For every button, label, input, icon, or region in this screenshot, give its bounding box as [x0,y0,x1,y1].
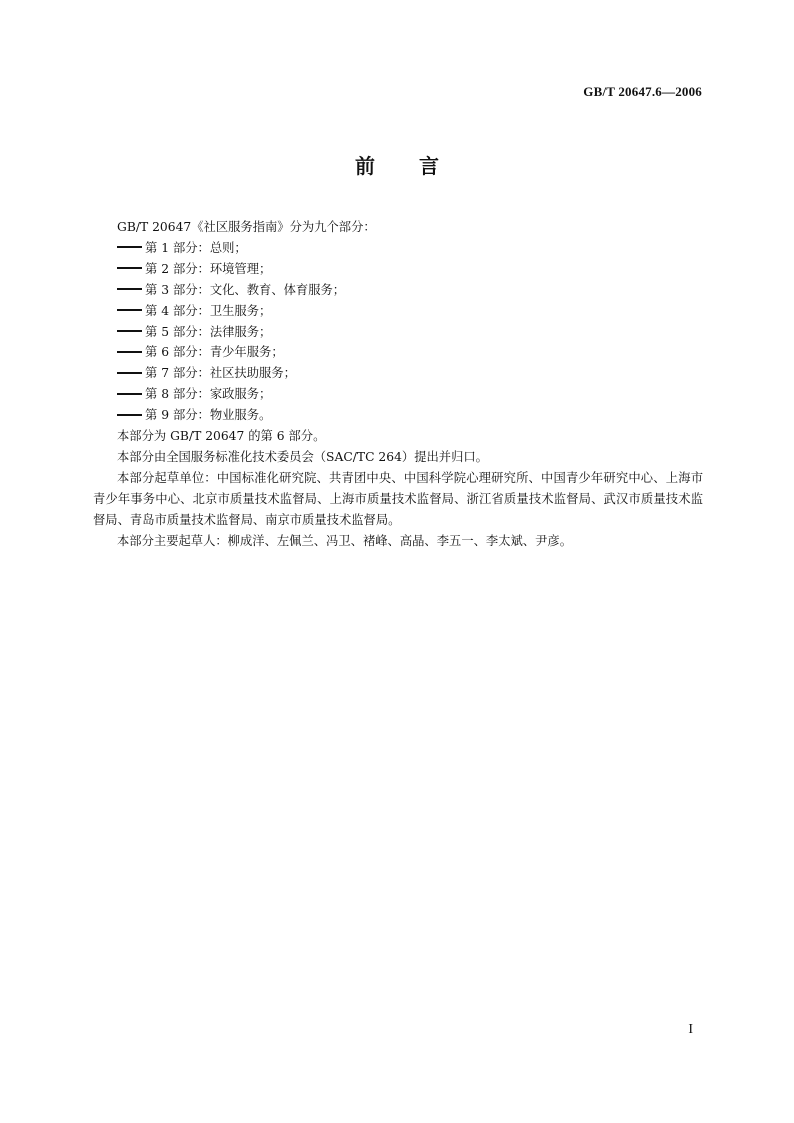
list-item-part-4 [93,301,703,322]
dash-mark [117,351,142,353]
list-item-label: 第 3 部分：文化、教育、体育服务； [145,282,346,297]
dash-mark [117,330,142,332]
page-number: I [688,1022,693,1037]
list-item-part-7 [93,363,703,384]
list-item-part-5 [93,322,703,343]
dash-mark [117,246,142,248]
intro-paragraph: GB/T 20647《社区服务指南》分为九个部分： [117,220,376,234]
dash-mark [117,393,142,395]
standard-code: GB/T 20647.6—2006 [583,84,702,99]
dash-mark [117,414,142,416]
list-item-part-1 [93,238,703,259]
list-item-label: 第 5 部分：法律服务； [145,324,272,339]
document-body [93,217,703,552]
part-statement-paragraph: 本部分为 GB/T 20647 的第 6 部分。 [117,429,326,444]
drafting-units-paragraph: 本部分起草单位：中国标准化研究院、共青团中央、中国科学院心理研究所、中国青少年研究中心、上海市青少年事务中心、北京市质量技术监督局、上海市质量技术监督局、浙江省质量技术监督局、武汉市质量技术监督局、青岛市质量技术监督局、南京市质量技术监督局。 [93,470,703,527]
proposer-paragraph: 本部分由全国服务标准化技术委员会（SAC/TC 264）提出并归口。 [117,449,488,464]
list-item-part-9 [93,405,703,426]
list-item-label: 第 7 部分：社区扶助服务； [145,366,296,381]
page-title: 前言 [355,154,483,178]
list-item-label: 第 6 部分：青少年服务； [145,345,284,360]
list-item-label: 第 4 部分：卫生服务； [145,303,272,318]
list-item-part-2 [93,259,703,280]
list-item-part-3 [93,280,703,301]
list-item-label: 第 8 部分：家政服务； [145,387,272,402]
list-item-label: 第 9 部分：物业服务。 [145,408,272,423]
list-item-label: 第 2 部分：环境管理； [145,261,272,276]
dash-mark [117,288,142,290]
drafters-paragraph: 本部分主要起草人：柳成洋、左佩兰、冯卫、褚峰、高晶、李五一、李太斌、尹彦。 [117,533,572,548]
dash-mark [117,267,142,269]
list-item-part-8 [93,384,703,405]
list-item-part-6 [93,342,703,363]
dash-mark [117,372,142,374]
list-item-label: 第 1 部分：总则； [145,240,247,255]
dash-mark [117,309,142,311]
